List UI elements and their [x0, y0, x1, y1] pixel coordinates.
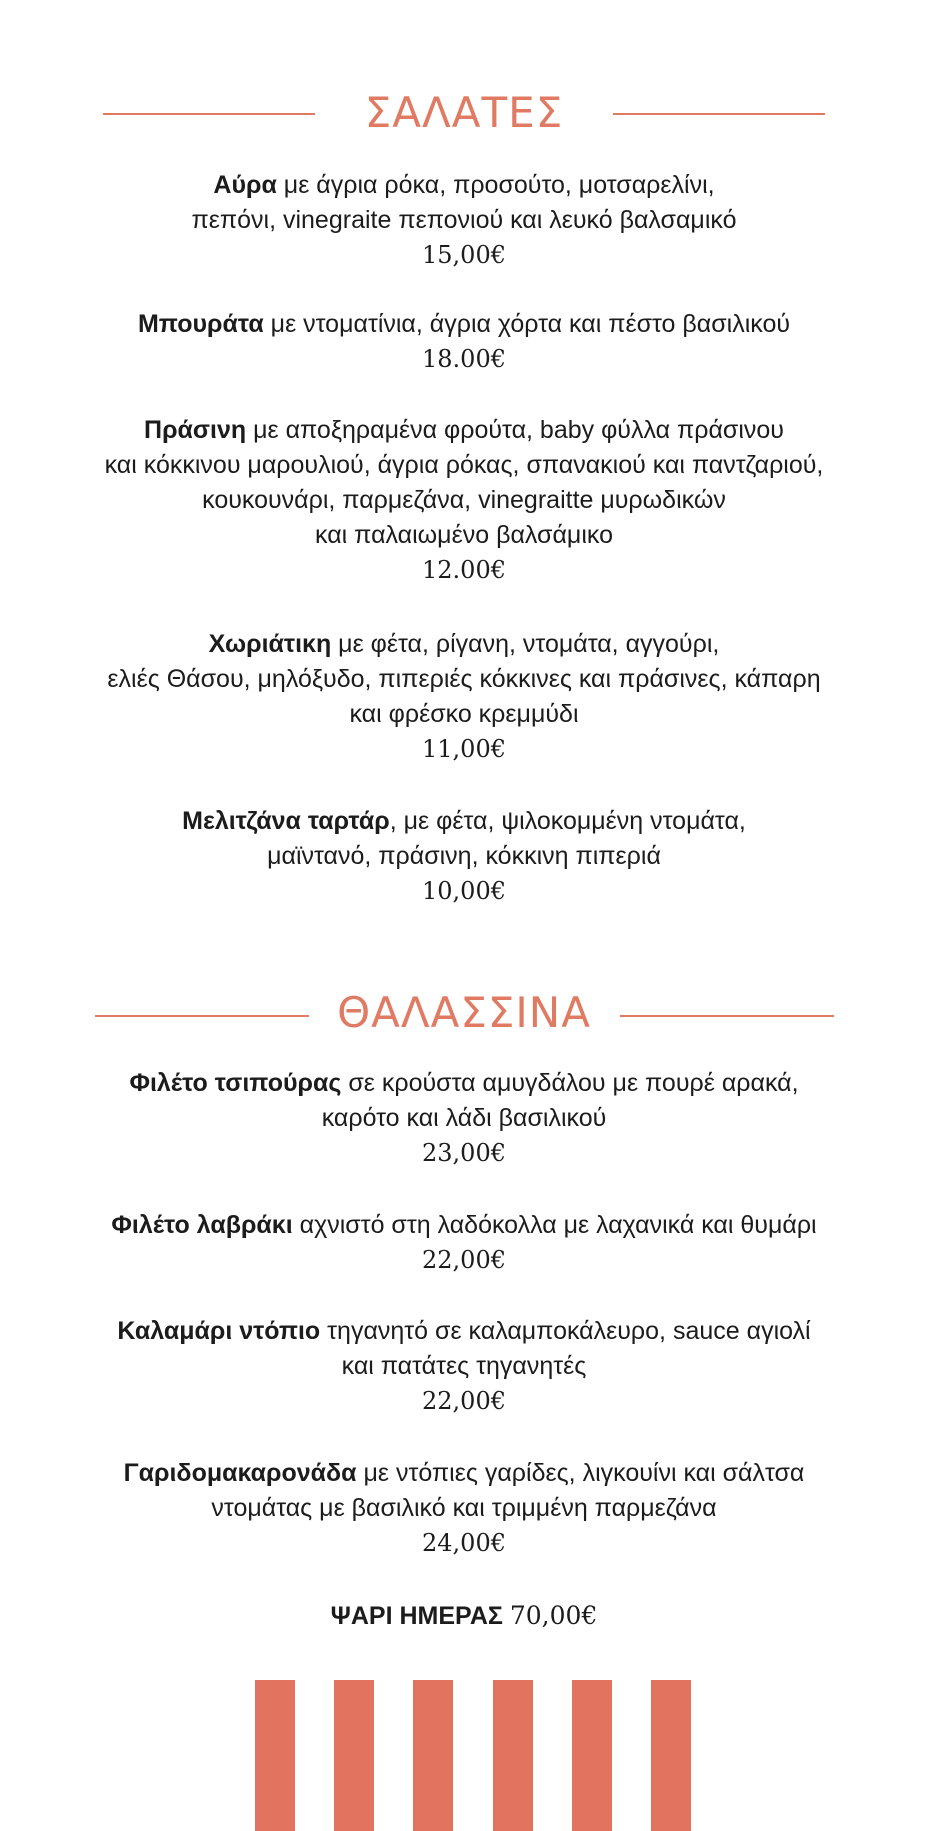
stripe	[334, 1680, 374, 1831]
item-desc-line: και φρέσκο κρεμμύδι	[349, 700, 579, 728]
menu-item-prasini	[40, 413, 888, 588]
menu-item-avra	[40, 168, 888, 273]
item-desc: με φέτα, ρίγανη, ντομάτα, αγγούρι,	[331, 630, 720, 658]
item-name: Χωριάτικη	[208, 630, 332, 658]
salads-header	[0, 83, 928, 143]
item-desc-line: ντομάτας με βασιλικό και τριμμένη παρμεζάνα	[211, 1494, 717, 1522]
item-desc: με ντοματίνια, άγρια χόρτα και πέστο βασιλικού	[263, 310, 791, 338]
item-name: Καλαμάρι ντόπιο	[117, 1317, 321, 1345]
item-desc-line: και πατάτες τηγανητές	[341, 1352, 587, 1380]
item-desc-line: καρότο και λάδι βασιλικού	[321, 1104, 607, 1132]
item-price: 23,00€	[422, 1139, 506, 1167]
item-price: 18.00€	[422, 345, 506, 373]
stripe	[493, 1680, 533, 1831]
item-price: 15,00€	[422, 241, 506, 269]
item-desc: , με φέτα, ψιλοκομμένη ντομάτα,	[389, 807, 746, 835]
item-name: Γαριδομακαρονάδα	[123, 1459, 357, 1487]
item-desc-line: και παλαιωμένο βαλσάμικο	[315, 521, 613, 549]
item-price: 22,00€	[422, 1387, 506, 1415]
menu-item-melitzana	[40, 804, 888, 909]
item-price: 10,00€	[422, 877, 506, 905]
header-rule-right	[620, 1015, 834, 1017]
item-desc-line: και κόκκινου μαρουλιού, άγρια ρόκας, σπανακιού και παντζαριού,	[104, 451, 824, 479]
decorative-stripes	[0, 1680, 928, 1831]
menu-item-lavraki	[40, 1208, 888, 1278]
section-title-salads: ΣΑΛΑΤΕΣ	[364, 88, 564, 137]
item-price: 24,00€	[422, 1529, 506, 1557]
stripe	[651, 1680, 691, 1831]
item-desc-line: ελιές Θάσου, μηλόξυδο, πιπεριές κόκκινες και πράσινες, κάπαρη	[107, 665, 821, 693]
menu-item-burrata	[40, 307, 888, 377]
item-desc: με άγρια ρόκα, προσούτο, μοτσαρελίνι,	[276, 171, 715, 199]
special-price: 70,00€	[509, 1601, 598, 1630]
item-desc: με αποξηραμένα φρούτα, baby φύλλα πράσινου	[246, 416, 784, 444]
item-name: Μελιτζάνα ταρτάρ	[182, 807, 390, 835]
menu-item-tsipoura	[40, 1066, 888, 1171]
fish-of-the-day	[40, 1598, 888, 1634]
item-name: Φιλέτο τσιπούρας	[129, 1069, 342, 1097]
item-desc: σε κρούστα αμυγδάλου με πουρέ αρακά,	[341, 1069, 799, 1097]
seafood-header	[0, 983, 928, 1043]
item-desc-line: κουκουνάρι, παρμεζάνα, vinegraitte μυρωδικών	[202, 486, 726, 514]
item-name: Πράσινη	[144, 416, 247, 444]
item-desc-line: μαϊντανό, πράσινη, κόκκινη πιπεριά	[267, 842, 661, 870]
menu-item-kalamari	[40, 1314, 888, 1419]
item-price: 22,00€	[422, 1246, 506, 1274]
stripe	[255, 1680, 295, 1831]
item-name: Φιλέτο λαβράκι	[111, 1211, 293, 1239]
stripe	[413, 1680, 453, 1831]
menu-item-garidomakaronada	[40, 1456, 888, 1561]
item-desc-line: πεπόνι, vinegraite πεπονιού και λευκό βαλσαμικό	[191, 206, 737, 234]
item-desc: τηγανητό σε καλαμποκάλευρο, sauce αγιολί	[320, 1317, 811, 1345]
item-desc: με ντόπιες γαρίδες, λιγκουίνι και σάλτσα	[356, 1459, 805, 1487]
section-title-seafood: ΘΑΛΑΣΣΙΝΑ	[337, 988, 591, 1037]
item-name: Μπουράτα	[137, 310, 264, 338]
special-label: ΨΑΡΙ ΗΜΕΡΑΣ	[330, 1602, 503, 1630]
menu-item-choriatiki	[40, 627, 888, 767]
item-desc: αχνιστό στη λαδόκολλα με λαχανικά και θυμάρι	[292, 1211, 817, 1239]
header-rule-right	[613, 113, 825, 115]
item-name: Αύρα	[213, 171, 277, 199]
stripe	[572, 1680, 612, 1831]
item-price: 11,00€	[422, 735, 506, 763]
item-price: 12.00€	[422, 556, 506, 584]
